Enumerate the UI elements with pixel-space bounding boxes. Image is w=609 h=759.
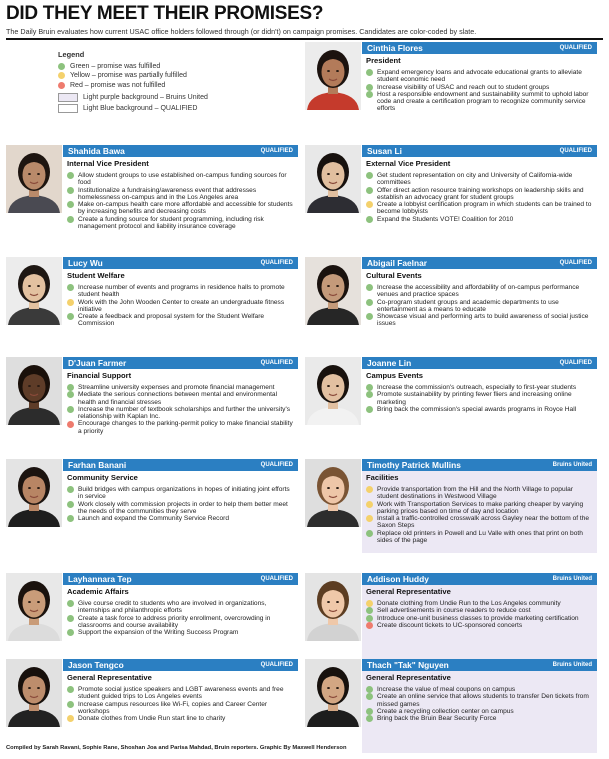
promise-text: Work with the John Wooden Center to create an undergraduate fitness initiative <box>78 298 285 313</box>
promise-panel <box>362 54 597 136</box>
promise-text: Provide transportation from the Hill and the North Village to popular student destinations in Westwood Village <box>377 486 573 501</box>
slate-tag: QUALIFIED <box>260 662 293 668</box>
green-dot-icon <box>58 63 65 70</box>
position-title: Academic Affairs <box>67 587 129 596</box>
position-title: General Representative <box>366 587 451 596</box>
name-bar <box>63 257 298 269</box>
legend-label: Light purple background – Bruins United <box>83 94 208 102</box>
green-status-dot-icon <box>67 313 74 320</box>
portrait-photo <box>6 357 62 425</box>
officer-name: Lucy Wu <box>68 258 103 268</box>
officer-card-lucy-wu <box>6 257 298 351</box>
promise-item <box>67 187 294 202</box>
promise-text: Bring back the Bruin Bear Security Force <box>377 715 497 723</box>
green-status-dot-icon <box>366 84 373 91</box>
promise-item <box>366 622 593 629</box>
promise-text: Showcase visual and performing arts to build awareness of social justice issues <box>377 313 589 328</box>
promise-text: Expand the Students VOTE! Coalition for 2010 <box>377 215 514 223</box>
slate-tag: Bruins United <box>552 662 592 668</box>
promise-panel <box>63 369 298 451</box>
officer-photo <box>305 459 361 527</box>
green-status-dot-icon <box>366 172 373 179</box>
promise-text: Mediate the serious connections between mental and environmental health and financial stresses <box>78 391 278 406</box>
legend-title: Legend <box>58 50 85 59</box>
promise-item <box>67 172 294 187</box>
promise-text: Streamline university expenses and promote financial management <box>78 384 275 391</box>
position-title: Financial Support <box>67 371 132 380</box>
red-dot-icon <box>58 82 65 89</box>
promise-text: Introduce one-unit business classes to provide marketing certification <box>377 614 579 622</box>
promise-panel <box>362 269 597 351</box>
promise-text: Give course credit to students who are involved in organizations, internships and philanthropic efforts <box>78 600 267 615</box>
promise-text: Create a lobbyist certification program in which students can be trained to become lobbyists <box>377 201 592 216</box>
promise-text: Work closely with commission projects in order to help them better meet the needs of the communities they serve <box>78 500 288 515</box>
promise-item <box>67 216 294 231</box>
slate-tag: QUALIFIED <box>260 260 293 266</box>
promise-text: Increase campus resources like Wi-Fi, copies and Career Center workshops <box>78 700 268 715</box>
promise-text: Launch and expand the Community Service Record <box>78 515 230 523</box>
officer-name: Joanne Lin <box>367 358 412 368</box>
promise-item <box>366 486 593 501</box>
white-swatch-icon <box>58 104 78 113</box>
promise-item <box>366 187 593 202</box>
promise-item <box>366 607 593 614</box>
portrait-photo <box>305 459 361 527</box>
officer-name: Susan Li <box>367 146 402 156</box>
officer-card-susan-li <box>305 145 597 239</box>
promise-item <box>67 201 294 216</box>
promise-text: Create a funding source for student programming, including risk management protocol and liability insurance coverage <box>78 215 264 231</box>
green-status-dot-icon <box>366 69 373 76</box>
portrait-photo <box>6 659 62 727</box>
promise-item <box>366 708 593 715</box>
promise-panel <box>362 369 597 451</box>
slate-tag: Bruins United <box>552 462 592 468</box>
promise-item <box>366 391 593 406</box>
legend-label: Light Blue background – QUALIFIED <box>83 105 198 113</box>
promise-panel <box>362 471 597 553</box>
promise-item <box>366 615 593 622</box>
promise-item <box>366 313 593 328</box>
legend-item <box>58 62 258 72</box>
slate-tag: QUALIFIED <box>260 576 293 582</box>
promise-item <box>366 715 593 722</box>
slate-tag: QUALIFIED <box>559 148 592 154</box>
officer-name: Shahida Bawa <box>68 146 125 156</box>
promise-text: Promote social justice speakers and LGBT awareness events and free student guided trips to Los Angeles events <box>78 686 284 701</box>
slate-tag: QUALIFIED <box>559 360 592 366</box>
promise-text: Create a feedback and proposal system for the Student Welfare Commission <box>78 313 265 328</box>
promise-text: Support the expansion of the Writing Success Program <box>78 629 239 637</box>
name-bar <box>63 573 298 585</box>
green-status-dot-icon <box>366 607 373 614</box>
officer-photo <box>6 573 62 641</box>
portrait-photo <box>305 659 361 727</box>
yellow-status-dot-icon <box>67 715 74 722</box>
promise-panel <box>63 157 298 239</box>
yellow-status-dot-icon <box>366 201 373 208</box>
name-bar <box>63 659 298 671</box>
legend-label: Green – promise was fulfilled <box>70 62 161 70</box>
officer-name: Jason Tengco <box>68 660 124 670</box>
officer-name: Farhan Banani <box>68 460 127 470</box>
officer-card-layhannara-tep <box>6 573 298 667</box>
promise-item <box>366 69 593 84</box>
position-title: President <box>366 56 401 65</box>
officer-photo <box>6 145 62 213</box>
purple-swatch-icon <box>58 93 78 102</box>
page-header <box>6 3 603 40</box>
credits-footer: Compiled by Sarah Ravani, Sophie Rane, Shoshan Joa and Parisa Mahdad, Bruin reporters. Graphic By Maxwell Henderson <box>6 745 347 751</box>
slate-tag: Bruins United <box>552 576 592 582</box>
officer-photo <box>6 257 62 325</box>
promise-text: Offer direct action resource training workshops on leadership skills and establish an advocacy grant for student groups <box>377 186 584 201</box>
green-status-dot-icon <box>67 201 74 208</box>
promise-item <box>67 515 294 522</box>
promise-item <box>67 629 294 636</box>
position-title: Student Welfare <box>67 271 125 280</box>
promise-panel <box>362 671 597 753</box>
promise-text: Create discount tickets to UC-sponsored concerts <box>377 621 523 629</box>
red-status-dot-icon <box>366 622 373 629</box>
officer-card-joanne-lin <box>305 357 597 451</box>
promise-item <box>67 420 294 435</box>
green-status-dot-icon <box>366 530 373 537</box>
promise-text: Build bridges with campus organizations in hopes of initiating joint efforts in service <box>78 486 290 501</box>
legend-item <box>58 71 258 81</box>
name-bar <box>63 459 298 471</box>
green-status-dot-icon <box>67 515 74 522</box>
page-title: DID THEY MEET THEIR PROMISES? <box>6 3 324 24</box>
officer-name: Thach "Tak" Nguyen <box>367 660 449 670</box>
promise-text: Increase the accessibility and affordability of on-campus performance venues and practice spaces <box>377 284 580 299</box>
promise-item <box>366 299 593 314</box>
promise-text: Promote sustainability by printing fewer fliers and increasing online marketing <box>377 391 572 406</box>
promise-item <box>366 201 593 216</box>
green-status-dot-icon <box>67 686 74 693</box>
portrait-photo <box>305 42 361 110</box>
green-status-dot-icon <box>67 284 74 291</box>
officer-card-farhan-banani <box>6 459 298 553</box>
promise-item <box>366 91 593 113</box>
promise-item <box>67 486 294 501</box>
green-status-dot-icon <box>67 629 74 636</box>
portrait-photo <box>305 257 361 325</box>
green-status-dot-icon <box>67 384 74 391</box>
officer-card-shahida-bawa <box>6 145 298 239</box>
name-bar <box>362 573 597 585</box>
promise-item <box>67 701 294 716</box>
promise-text: Host a responsible endowment and sustainability summit to uphold labor code and create a certification program to recognize community service efforts <box>377 90 589 113</box>
promise-text: Allow student groups to use established on-campus funding sources for food <box>78 172 287 187</box>
officer-name: Timothy Patrick Mullins <box>367 460 461 470</box>
yellow-status-dot-icon <box>366 501 373 508</box>
green-status-dot-icon <box>366 715 373 722</box>
position-title: Internal Vice President <box>67 159 149 168</box>
officer-name: Cinthia Flores <box>367 43 423 53</box>
yellow-status-dot-icon <box>67 299 74 306</box>
portrait-photo <box>6 145 62 213</box>
position-title: General Representative <box>366 673 451 682</box>
officer-card-d-juan-farmer <box>6 357 298 451</box>
officer-photo <box>305 573 361 641</box>
green-status-dot-icon <box>67 486 74 493</box>
position-title: External Vice President <box>366 159 451 168</box>
portrait-photo <box>305 573 361 641</box>
officer-name: Addison Huddy <box>367 574 429 584</box>
position-title: Cultural Events <box>366 271 422 280</box>
green-status-dot-icon <box>67 172 74 179</box>
slate-tag: QUALIFIED <box>559 260 592 266</box>
portrait-photo <box>6 459 62 527</box>
promise-panel <box>63 269 298 351</box>
officer-name: D'Juan Farmer <box>68 358 127 368</box>
green-status-dot-icon <box>366 91 373 98</box>
position-title: Campus Events <box>366 371 423 380</box>
green-status-dot-icon <box>366 384 373 391</box>
green-status-dot-icon <box>67 216 74 223</box>
yellow-status-dot-icon <box>366 515 373 522</box>
promise-item <box>67 406 294 421</box>
promise-text: Expand emergency loans and advocate educational grants to alleviate student economic need <box>377 69 582 84</box>
promise-item <box>366 600 593 607</box>
green-status-dot-icon <box>366 187 373 194</box>
promise-text: Sell advertisements in course readers to reduce cost <box>377 607 531 615</box>
promise-panel <box>362 585 597 667</box>
promise-text: Bring back the commission's special awards programs in Royce Hall <box>377 405 577 413</box>
promise-panel <box>63 585 298 667</box>
promise-text: Increase number of events and programs in residence halls to promote student health <box>78 284 285 299</box>
promise-item <box>366 530 593 545</box>
green-status-dot-icon <box>67 600 74 607</box>
promise-panel <box>63 471 298 553</box>
promise-item <box>366 216 593 223</box>
page-subtitle: The Daily Bruin evaluates how current USAC office holders followed through (or didn't) on campaign promises. Candidates are color-coded by slate. <box>6 27 477 36</box>
promise-text: Donate clothes from Undie Run start line to charity <box>78 715 226 723</box>
name-bar <box>63 145 298 157</box>
yellow-dot-icon <box>58 72 65 79</box>
legend-label: Red – promise was not fulfilled <box>70 81 166 89</box>
promise-item <box>67 686 294 701</box>
legend-item <box>58 103 258 114</box>
promise-item <box>366 384 593 391</box>
slate-tag: QUALIFIED <box>260 360 293 366</box>
green-status-dot-icon <box>366 686 373 693</box>
promise-item <box>67 600 294 615</box>
promise-item <box>366 693 593 708</box>
officer-photo <box>305 659 361 727</box>
promise-item <box>366 406 593 413</box>
officer-name: Layhannara Tep <box>68 574 132 584</box>
green-status-dot-icon <box>366 708 373 715</box>
position-title: Community Service <box>67 473 138 482</box>
promise-text: Donate clothing from Undie Run to the Los Angeles community <box>377 600 561 607</box>
promise-text: Install a traffic-controlled crosswalk across Gayley near the bottom of the Saxon Steps <box>377 515 590 530</box>
legend-item <box>58 92 258 103</box>
name-bar <box>362 659 597 671</box>
slate-tag: QUALIFIED <box>559 45 592 51</box>
officer-card-addison-huddy <box>305 573 597 667</box>
position-title: Facilities <box>366 473 399 482</box>
name-bar <box>362 357 597 369</box>
officer-photo <box>305 42 361 110</box>
officer-photo <box>6 357 62 425</box>
legend-label: Yellow – promise was partially fulfilled <box>70 72 187 80</box>
green-status-dot-icon <box>67 187 74 194</box>
green-status-dot-icon <box>67 501 74 508</box>
officer-photo <box>305 257 361 325</box>
officer-photo <box>305 145 361 213</box>
green-status-dot-icon <box>67 391 74 398</box>
green-status-dot-icon <box>366 313 373 320</box>
green-status-dot-icon <box>67 701 74 708</box>
green-status-dot-icon <box>366 693 373 700</box>
officer-card-cinthia-flores <box>305 42 597 136</box>
promise-text: Create an online service that allows students to transfer Den tickets from missed games <box>377 693 589 708</box>
green-status-dot-icon <box>366 216 373 223</box>
promise-text: Co-program student groups and academic departments to use entertainment as a means to educate <box>377 298 559 313</box>
promise-item <box>67 299 294 314</box>
portrait-photo <box>6 573 62 641</box>
name-bar <box>362 145 597 157</box>
promise-item <box>67 284 294 299</box>
position-title: General Representative <box>67 673 152 682</box>
promise-item <box>366 501 593 516</box>
promise-item <box>366 84 593 91</box>
promise-item <box>67 715 294 722</box>
promise-text: Replace old printers in Powell and Lu Valle with ones that print on both sides of the page <box>377 529 583 545</box>
slate-tag: QUALIFIED <box>260 462 293 468</box>
promise-item <box>67 384 294 391</box>
yellow-status-dot-icon <box>366 600 373 607</box>
promise-item <box>67 313 294 328</box>
officer-photo <box>6 459 62 527</box>
red-status-dot-icon <box>67 421 74 428</box>
name-bar <box>362 257 597 269</box>
promise-item <box>366 172 593 187</box>
officer-card-jason-tengco <box>6 659 298 753</box>
officer-card-thach-tak-nguyen <box>305 659 597 753</box>
name-bar <box>63 357 298 369</box>
promise-item <box>67 501 294 516</box>
promise-item <box>366 515 593 530</box>
promise-text: Create a task force to address priority enrollment, overcrowding in classrooms and course availability <box>78 614 271 629</box>
legend <box>58 50 258 114</box>
portrait-photo <box>305 357 361 425</box>
green-status-dot-icon <box>67 615 74 622</box>
promise-item <box>366 686 593 693</box>
officer-card-abigail-faelnar <box>305 257 597 351</box>
promise-text: Institutionalize a fundraising/awareness event that addresses homelessness on-campus and in the Los Angeles area <box>78 186 257 201</box>
promise-text: Increase the number of textbook scholarships and further the university's relationship with Kaplan Inc. <box>78 405 291 421</box>
promise-item <box>366 284 593 299</box>
name-bar <box>362 459 597 471</box>
promise-text: Encourage changes to the parking-permit policy to make financial stability a priority <box>78 420 293 435</box>
promise-text: Get student representation on city and University of California-wide committees <box>377 172 573 187</box>
officer-card-timothy-patrick-mullins <box>305 459 597 553</box>
green-status-dot-icon <box>366 615 373 622</box>
slate-tag: QUALIFIED <box>260 148 293 154</box>
promise-panel <box>63 671 298 753</box>
promise-item <box>67 615 294 630</box>
promise-text: Increase visibility of USAC and reach out to student groups <box>377 83 550 91</box>
promise-text: Make on-campus health care more affordable and accessible for students by increasing benefits and decreasing costs <box>78 201 293 216</box>
portrait-photo <box>305 145 361 213</box>
promise-text: Increase the value of meal coupons on campus <box>377 686 516 693</box>
promise-text: Work with Transportation Services to make parking cheaper by varying parking prices based on time of day and location <box>377 500 584 515</box>
portrait-photo <box>6 257 62 325</box>
green-status-dot-icon <box>366 406 373 413</box>
legend-item <box>58 81 258 91</box>
promise-panel <box>362 157 597 239</box>
green-status-dot-icon <box>366 299 373 306</box>
green-status-dot-icon <box>366 391 373 398</box>
name-bar <box>362 42 597 54</box>
officer-photo <box>305 357 361 425</box>
officer-name: Abigail Faelnar <box>367 258 428 268</box>
promise-text: Create a recycling collection center on campus <box>377 707 514 715</box>
title-rule <box>6 38 603 40</box>
yellow-status-dot-icon <box>366 486 373 493</box>
green-status-dot-icon <box>366 284 373 291</box>
promise-text: Increase the commission's outreach, especially to first-year students <box>377 384 577 391</box>
officer-photo <box>6 659 62 727</box>
green-status-dot-icon <box>67 406 74 413</box>
promise-item <box>67 391 294 406</box>
